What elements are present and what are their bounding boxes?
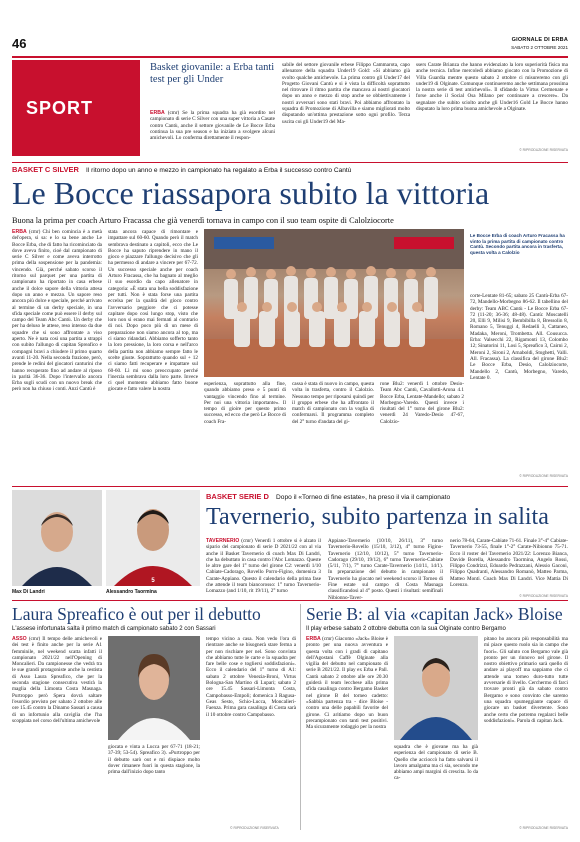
issue-date: SABATO 2 OTTOBRE 2021 (511, 45, 568, 50)
top-article-headline: Basket giovanile: a Erba tanti test per gli Under (150, 62, 275, 85)
main-subhead: Buona la prima per coach Arturo Fracassa che già venerdì tornava in campo con il suo team ospite di Calolziocorte (12, 216, 394, 225)
bottom-left-col-3: tempo vicino a casa. Non vedo l'ora di rientrare anche se bisognerà stare ferma a per non rischiare per nel. Sono convinta che abbiamo tutte le carte e la squadra per fare belle cose e togliersi soddisfazioni». Ecco il calendario del 1° turno di A1: sabato 2 ottobre Venezia-Broni, Virtus Bologna-San Martino di Lupari; sabato 2 ore 15.45 Sassari-Limonta Costa, Campobasso-Empoli; domenica 3 Ragusa-Geas Sesto, Schio-Lucca, Moncalieri-Faenza. Prima gara casalinga di Costa sarà il 10 ottobre contro Campobasso. (206, 636, 296, 718)
mid-headline: Tavernerio, subito partenza in salita (206, 504, 549, 530)
photo-max-di-landri-caption: Max Di Landri (12, 589, 45, 595)
bottom-left-subhead: L'assese infortunata salta il primo match di campionato sabato 2 con Sassari (12, 626, 216, 632)
bottom-right-col-1: ERBA (cmr) Giacomo «Jack» Bloise è pronto per una nuova avventura e questa volta con i gradi di capitano dell'Agostani Caffè Olginate alla vigilia del debutto nel campionato di serie B 2021/22. Il play ex Erba e Pall. Cantù sabato 2 ottobre alle ore 20.30 guiderà il team lecchese alla prima sfida casalinga contro Bergamo Basket nel girone B del torneo cadetto: «Sabbia partenza tra - dice Bloise - contro una delle papabili favorite del girone. Ci aritiamo dopo un buon precampionato con tanti test positivi. Ma sicuramente rodaggio per la nostra (306, 636, 388, 731)
bottom-right-col-2: squadra che è giovane ma ha già esperienza del campionato di serie B. Quello che accioccò ha fatto salvarsi il lavoro amalgama ma ci sia, secondo me abbiamo ampi margini di crescita. Io da ca- (394, 744, 478, 782)
newspaper-name: GIORNALE DI ERBA (511, 37, 568, 43)
top-article-col-3: ssers Carate Brianza che hanno evidenziato la loro superiorità fisica ma anche tecnica. Infine mercoledì abbiamo giocato con la Promozione di Villa Guardia mentre questo sabato 2 ottobre ci misureremo con gli under19 di Olginate. Comunque continueremo anche settimana prossima la nostra serie di test amichevoli». Il sfidando la Virtus Cermenate e forse anche il Social Osa Milano per continuare a crescere». Da segnalare che subito sciolto anche gli Under16 Gold Le Bocce hanno disputato la loro prima buona amichevole a Olginate. (416, 62, 568, 113)
bottom-column-divider (300, 604, 301, 830)
mid-article-rule (12, 486, 568, 487)
top-article-col-2: sabile del settore giovanile erbese Filippo Cammarota, capo allenatore della squadra Under19 Gold: «Si abbiamo già svolto qualche amichevole. La prima contro gli Under17 del Progetto Giovani Cantù e si è vista la difficoltà soprattutto nel ritrovare il ritmo partita che mancava ai nostri giocatori dopo un anno e mezzo di stop anche se obbiettivamente i nostri avversari sono stati bravi. Poi abbiamo affrontato la squadra di Promozione di Albavilla e siamo migliorati molto disputando un'ottima prestazione sotto ogni profilo. Terza uscita coi gli Under19 del Ma- (282, 62, 410, 125)
main-headline: Le Bocce riassapora subito la vittoria (12, 175, 490, 211)
bottom-right-subhead: Il play erbese sabato 2 ottobre debutta con la sua Olginate contro Bergamo (306, 626, 506, 632)
bottom-right-credit: © RIPRODUZIONE RISERVATA (519, 826, 568, 830)
main-col-6: corte-Lentate 81-65; sabato 25 Cantù-Erba 67-72, Mandello-Morbegno 86-62. Il tabellino del derby: Team ABC Cantù - Le Bocce Erba 67-72 (11-20; 36-36; 48-48). Cantù: Moscatelli 20, Elli 9, Milisi 9, Bembibilla 8, Bressolin 8, Romano 5, Tenuggi 4, Redaelli 3, Cattaneo, Madaka, Meroni, Trombetta. All. Cousucca. Erba: Valsecchi 22, Rigamonti 13, Colombo 12; Sinatorini 11, Losi 5, Spreafico 3, Cairni 2, Meroni 2, Sironi 2, Arnaboldi, Stoghetti, Valli. All. Fracassa). La classifica del girone Blu2: Le Bocce Erba, Desio, Calolziocorte, Mandello 2, Cantù, Morbegno, Varedo, Lentate 0. (470, 293, 568, 381)
mid-col-2: Appiano-Tavernerio (10/10, 26/11), 3° turno Tavernerio-Rovello (15/10, 3/12), 4° turno Figino-Tavernerio (12/10, 10/12), 5° turno Tavernerio-Cadorago (29/10, 19/12), 6° turno Tavernerio-Cabiate (5/11, 7/1), 7° turno Carate-Tavernerio (14/11, 14/1). In preparazione del debutto in campionato il Tavernerio ha giocato nel weekend scorso il Torneo di Fine estate sul campo di Costa Masnaga classificandosi al 4° posto. Questi i risultati: semifinali Nibionno-Taver- (328, 538, 443, 601)
mid-kicker-tag: BASKET SERIE D (206, 492, 269, 501)
photo-max-di-landri (12, 490, 102, 586)
mid-article-credit: © RIPRODUZIONE RISERVATA (519, 594, 568, 598)
photo-giacomo-bloise (394, 636, 478, 740)
main-col-3: esperienza, soprattutto alla fine, quando abbiamo preso e 5 punti di vantaggio vincendo fino al termine. Per noi una vittoria importante». Il tempo di gioire per questo primo successo, ed ecco che però Le Bocce di coach Fra- (204, 381, 286, 425)
main-col-2: stata ancora capace di rimontare e impattare sul 60-60. Quando però il match sembrava destinato a capitoli, ecco che Le Bocce ha saputo riprendere in mano il gioco e piazzare l'allungo decisivo che gli ha permesso di andare a vincere per 67-72. Un successo speciale anche per coach Arturo Fracassa, che ha bagnato al meglio il suo esordio da capo allenatore in categoria: «È stata una bella soddisfazione per tutti. Non è stata forse una partita eccelsa per la qualità del gioco contro l'avversario peggiore che ci potesse capitare dopo così lungo stop, visto che loro non si erano mai fermati al contrario di noi. Dopo poco più di un mese di preparazione non siamo ancora al top, ma ci siamo ridandati. Abbiamo sofferto tanto la loro pressione, la loro corsa e nell'arco della partita non abbiamo sempre fatto le scelte giuste. Soprattutto quando sul + 12 ci siamo fatti recuperare e impattare sul 60-60. Lì mi sono preoccupato perché l'inerzia sembrava dalla loro parte. Invece ci quel momento abbiamo fatto buone giocate e fatto valere la nostra (108, 229, 198, 393)
bottom-left-credit: © RIPRODUZIONE RISERVATA (230, 826, 279, 830)
main-col-4: cassa è stata di nuovo in campo, questa volta in trasferta, contro il Calolzio. Nessuno tempo per riposarsi quindi per il gruppo erbese che ha affrontato il match di campionato con la voglia di confermarsi. Il programma completo del 2° turno d'andata del gi- (292, 381, 374, 425)
main-article-credit: © RIPRODUZIONE RISERVATA (519, 474, 568, 478)
bottom-left-col-2: giocata e vinta a Lucca per 67-71 (18-21; 37-39; 53-54). Spreafico 3). «Purtroppo per il debutto sarò out e mi dispiace molto dover rimanere fuori in questa stagione, la prima dall'inizio dopo tanto (108, 744, 200, 776)
team-photo (204, 229, 464, 377)
page-number: 46 (12, 36, 27, 51)
top-article-credit: © RIPRODUZIONE RISERVATA (519, 148, 568, 152)
svg-text:5: 5 (151, 578, 155, 584)
main-col-1: ERBA (cmr) Chi ben comincia è a metà del'opera, si sa: e lo sa bene anche Le Bocce Erba, che di fatto ha ricominciato da dove aveva finito, cioè dal campionato di serie C Silver e come aveva interrotto prima della sospensione per la pandemia: vincendo. Già, perché sabato scorso il ritorno sul parquet per una partita di campionato ha riportato in casa erbese anche il dolce sapore della vittoria attesa dopo un anno e mezzo. Un sapore reso ancora più dolce e speciale, perché arrivato al termine di un derby speciale, in una sfida speciale come può essere il derby sul campo del Team Abc Cantù. Un derby che per ha deluso le attese, reso intenso da due squadre che si sono affrontate a viso aperto. Ne è nata così una partita a strappi con subito l'allungo di capitan Spreafico e compagni bravi a chiudere il primo quarto avanti 11-20. Nella seconda frazione, però, prende le redini del giocatori canturini che hanno recuperato fino ad andare al riposo in parità 36-36. Dopo l'intervallo ancora Erba sugli scudi con un nuovo break che però non ha chiuso i conti. Anzi Cantù è (12, 229, 102, 393)
main-article-rule (12, 162, 568, 163)
photo-alessandro-taormina-caption: Alessandro Taormina (106, 589, 157, 595)
bottom-left-col-1: ASSO (cmr) Il tempo delle amichevoli e dei test è finito anche per la serie A1 femminile, nel weekend scatta infatti il campionato 2021/22 nell'Opening di Moncalieri. Da campionesse che vedrà tra le sue grandi protagoniste anche la cestista di Asso Laura Spreafico, che per la seconda stagione consecutiva vestirà la maglia della Limonta Costa Masnaga. Purtroppo però Spera dovrà saltare l'esordio previsto per sabato 2 ottobre alle ore 15.45 contro la Dinamo Sassari a causa di un infortunio alla caviglia che l'ha scoppiata nel corso dell'ultima amichevole (12, 636, 103, 724)
bottom-left-headline: Laura Spreafico è out per il debutto (12, 604, 261, 624)
bottom-right-headline: Serie B: al via «capitan Jack» Bloise (306, 604, 563, 624)
team-photo-image (204, 229, 464, 377)
photo-alessandro-taormina (106, 490, 200, 586)
mid-kicker (206, 492, 450, 501)
mid-col-1: TAVERNERIO (cmr) Venerdì 1 ottobre si è alzato il sipario del campionato di serie D 2021/22 con al via anche il Basket Tavernerio di coach Max Di Landri, che ha debuttato in casa contro l'Abc Lomazzo. Queste le altre gare del 1° turno del girone C2: venerdì 1/10 Cabiate-Cadorago, Rovello Porro-Figino, domenica 3 Carate-Appiano. Questo il calendario della prima fase che attende il team biancorosso: 1° turno Tavernerio-Lomazzo (and 1/10, rit 19/11), 2° turno (206, 538, 321, 595)
photo-laura-spreafico (108, 636, 200, 740)
main-col-5: rone Blu2: venerdì 1 ottobre Desio-Team Abc Cantù, Cavallotti-Arona 4.1 Bocce Erba, Lentate-Mandello; sabato 2 Morbegno-Varedo. Questi invece i risultati del 1° turno del girone Blu2: venerdì 24 Varedo-Desio 47-67, Calolzio- (380, 381, 464, 425)
main-kicker-tag: BASKET C SILVER (12, 165, 79, 174)
header-rule (12, 56, 568, 58)
top-article-col-1: ERBA (cmr) Se la prima squadra ha già esordito nel campionato di serie C Silver con una super vittoria a Casate contro Cantù, anche il settore giovanile de Le Bocce Erba continua la sua pre season e ha iniziato a svolgere alcuni amichevoli. Lo conferma direttamente il respon- (150, 110, 276, 142)
mid-kicker-text: Dopo il «Torneo di fine estate», ha preso il via il campionato (276, 494, 451, 501)
bottom-rule (12, 600, 568, 601)
main-kicker-text: Il ritorno dopo un anno e mezzo in campionato ha regalato a Erba il successo contro Cantù (86, 167, 352, 174)
mid-col-3: nerio 78-64, Carate-Cabiate 71-61. Finale 3°-4° Cabiate-Tavernerio 73-55, finale 1°-2° Carate-Nibionno 75-71. Ecco il roster del Tavernerio 2021/22: Lorenzo Bianca, Davide Borella, Alessandro Taormina, Angelo Rossi, Filippo Condrizzi, Edoardo Pedrazzani, Alessio Gaconi, Filippo Quadranti, Alessandro Romanò, Matteo Parma, Matteo Monti. Coach Max Di Landri. Vice Mattia Di Lorenzo. (450, 538, 568, 589)
team-photo-caption: Le Bocce Erba di coach Arturo Fracassa ha vinto la prima partita di campionato contro Cantù. Secondo partita ancora in trasferta, questa volta a Calolzio (470, 233, 565, 255)
bottom-right-col-3: pitano ho ancora più responsabilità ma mi piace questo ruolo sia in campo che fuori». Gli saluto con Bergamo vale già pronto per un rinnovo nel girone. Il nostro obiettivo primario sarà quello di andare ai playoff ma sappiamo che ci attende una torneo duro-tutto tutte avversarie di livello. Cerchermo di farci trovare pronti già da sabato contro Bergamo e sono convinto che saremo una squadra spumeggiante capace di giocare un basket divertente. Sono anche certo che potremo regalarci belle soddisfazioni». Parola di capitan Jack. (484, 636, 568, 724)
main-kicker (12, 165, 351, 174)
sport-section-label: SPORT (26, 98, 94, 118)
